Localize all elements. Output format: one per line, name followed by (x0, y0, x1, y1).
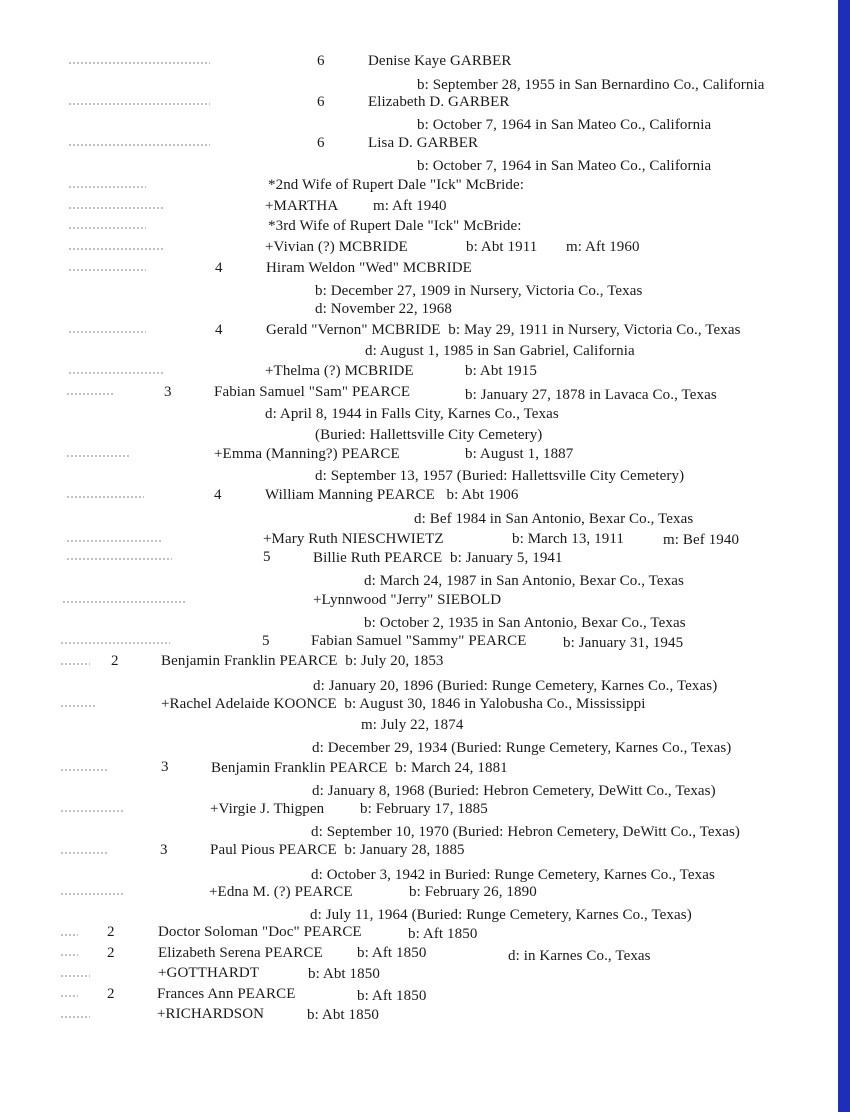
generation-number: 5 (262, 633, 270, 649)
page-edge-border (838, 0, 850, 1112)
birth-detail: b: Aft 1850 (357, 988, 427, 1004)
death-detail: d: December 29, 1934 (Buried: Runge Cemetery, Karnes Co., Texas) (312, 740, 732, 756)
spouse-name: +Virgie J. Thigpen (210, 801, 325, 817)
dot-leader (68, 186, 146, 188)
dot-leader (60, 954, 78, 956)
death-detail: d: January 8, 1968 (Buried: Hebron Cemetery, DeWitt Co., Texas) (312, 783, 716, 799)
generation-number: 3 (164, 384, 172, 400)
person-name: Doctor Soloman "Doc" PEARCE (158, 924, 362, 940)
spouse-name: +MARTHA (265, 198, 339, 214)
birth-detail: b: March 13, 1911 (512, 531, 624, 547)
dot-leader (68, 103, 210, 105)
marriage-detail: m: Bef 1940 (663, 532, 740, 548)
birth-detail: b: October 7, 1964 in San Mateo Co., California (417, 117, 712, 133)
generation-number: 4 (215, 260, 223, 276)
death-detail: d: July 11, 1964 (Buried: Runge Cemetery, Karnes Co., Texas) (310, 907, 692, 923)
person-name: Elizabeth Serena PEARCE (158, 945, 323, 961)
dot-leader (60, 893, 125, 895)
generation-number: 6 (317, 53, 325, 69)
person-name: Benjamin Franklin PEARCE b: March 24, 1881 (211, 760, 508, 776)
birth-detail: b: February 26, 1890 (409, 884, 537, 900)
generation-number: 2 (107, 986, 115, 1002)
generation-number: 6 (317, 94, 325, 110)
generation-number: 3 (160, 842, 168, 858)
death-detail: d: April 8, 1944 in Falls City, Karnes Co., Texas (265, 406, 559, 422)
generation-number: 5 (263, 549, 271, 565)
dot-leader (68, 248, 163, 250)
birth-detail: b: January 31, 1945 (563, 635, 684, 651)
dot-leader (68, 372, 163, 374)
person-name: Denise Kaye GARBER (368, 53, 512, 69)
person-name: William Manning PEARCE b: Abt 1906 (265, 487, 519, 503)
person-name: Billie Ruth PEARCE b: January 5, 1941 (313, 550, 563, 566)
dot-leader (60, 1016, 90, 1018)
death-detail: d: August 1, 1985 in San Gabriel, California (365, 343, 635, 359)
spouse-name: +Lynnwood "Jerry" SIEBOLD (313, 592, 502, 608)
dot-leader (66, 455, 131, 457)
burial-detail: (Buried: Hallettsville City Cemetery) (315, 427, 543, 443)
spouse-name: +Edna M. (?) PEARCE (209, 884, 353, 900)
dot-leader (68, 144, 210, 146)
death-detail: d: November 22, 1968 (315, 301, 452, 317)
death-detail: d: January 20, 1896 (Buried: Runge Cemetery, Karnes Co., Texas) (313, 678, 718, 694)
birth-detail: b: October 2, 1935 in San Antonio, Bexar Co., Texas (364, 615, 686, 631)
spouse-heading: *3rd Wife of Rupert Dale "Ick" McBride: (268, 218, 522, 234)
dot-leader (68, 269, 146, 271)
marriage-detail: m: Aft 1960 (566, 239, 640, 255)
dot-leader (62, 601, 187, 603)
dot-leader (60, 642, 170, 644)
spouse-name: +Emma (Manning?) PEARCE (214, 446, 400, 462)
dot-leader (60, 663, 90, 665)
generation-number: 2 (111, 653, 119, 669)
spouse-name: +Vivian (?) MCBRIDE (265, 239, 408, 255)
marriage-detail: m: Aft 1940 (373, 198, 447, 214)
death-detail: d: October 3, 1942 in Buried: Runge Cemetery, Karnes Co., Texas (311, 867, 715, 883)
birth-detail: b: February 17, 1885 (360, 801, 488, 817)
generation-number: 2 (107, 945, 115, 961)
generation-number: 6 (317, 135, 325, 151)
dot-leader (60, 934, 78, 936)
generation-number: 4 (215, 322, 223, 338)
birth-detail: b: Abt 1850 (307, 1007, 379, 1023)
birth-detail: b: Abt 1911 (466, 239, 538, 255)
generation-number: 4 (214, 487, 222, 503)
dot-leader (60, 852, 108, 854)
dot-leader (66, 558, 172, 560)
person-name: Benjamin Franklin PEARCE b: July 20, 1853 (161, 653, 444, 669)
marriage-detail: m: July 22, 1874 (361, 717, 464, 733)
spouse-name: +GOTTHARDT (158, 965, 260, 981)
death-detail: d: Bef 1984 in San Antonio, Bexar Co., Texas (414, 511, 694, 527)
death-detail: d: September 10, 1970 (Buried: Hebron Cemetery, DeWitt Co., Texas) (311, 824, 741, 840)
person-name: Gerald "Vernon" MCBRIDE b: May 29, 1911 in Nursery, Victoria Co., Texas (266, 322, 741, 338)
birth-detail: b: Aft 1850 (357, 945, 427, 961)
death-detail: d: September 13, 1957 (Buried: Hallettsville City Cemetery) (315, 468, 685, 484)
birth-detail: b: August 1, 1887 (465, 446, 574, 462)
spouse-name: +RICHARDSON (157, 1006, 265, 1022)
spouse-name: +Thelma (?) MCBRIDE (265, 363, 414, 379)
birth-detail: b: Abt 1850 (308, 966, 380, 982)
person-name: Fabian Samuel "Sammy" PEARCE (311, 633, 527, 649)
person-name: Fabian Samuel "Sam" PEARCE (214, 384, 411, 400)
birth-detail: b: December 27, 1909 in Nursery, Victoria Co., Texas (315, 283, 643, 299)
dot-leader (66, 540, 161, 542)
spouse-name: +Mary Ruth NIESCHWIETZ (263, 531, 444, 547)
dot-leader (60, 705, 95, 707)
person-name: Frances Ann PEARCE (157, 986, 296, 1002)
person-name: Paul Pious PEARCE b: January 28, 1885 (210, 842, 465, 858)
dot-leader (66, 496, 144, 498)
spouse-heading: *2nd Wife of Rupert Dale "Ick" McBride: (268, 177, 525, 193)
dot-leader (68, 207, 163, 209)
death-detail: d: in Karnes Co., Texas (508, 948, 651, 964)
person-name: Hiram Weldon "Wed" MCBRIDE (266, 260, 472, 276)
birth-detail: b: September 28, 1955 in San Bernardino Co., California (417, 77, 765, 93)
person-name: Elizabeth D. GARBER (368, 94, 510, 110)
dot-leader (68, 227, 146, 229)
death-detail: d: March 24, 1987 in San Antonio, Bexar Co., Texas (364, 573, 684, 589)
birth-detail: b: January 27, 1878 in Lavaca Co., Texas (465, 387, 717, 403)
birth-detail: b: October 7, 1964 in San Mateo Co., California (417, 158, 712, 174)
dot-leader (60, 769, 108, 771)
birth-detail: b: Aft 1850 (408, 926, 478, 942)
dot-leader (60, 975, 90, 977)
generation-number: 2 (107, 924, 115, 940)
spouse-name: +Rachel Adelaide KOONCE b: August 30, 1846 in Yalobusha Co., Mississippi (161, 696, 646, 712)
dot-leader (60, 995, 78, 997)
dot-leader (68, 62, 210, 64)
dot-leader (66, 393, 114, 395)
generation-number: 3 (161, 759, 169, 775)
dot-leader (68, 331, 146, 333)
dot-leader (60, 810, 125, 812)
person-name: Lisa D. GARBER (368, 135, 479, 151)
birth-detail: b: Abt 1915 (465, 363, 537, 379)
